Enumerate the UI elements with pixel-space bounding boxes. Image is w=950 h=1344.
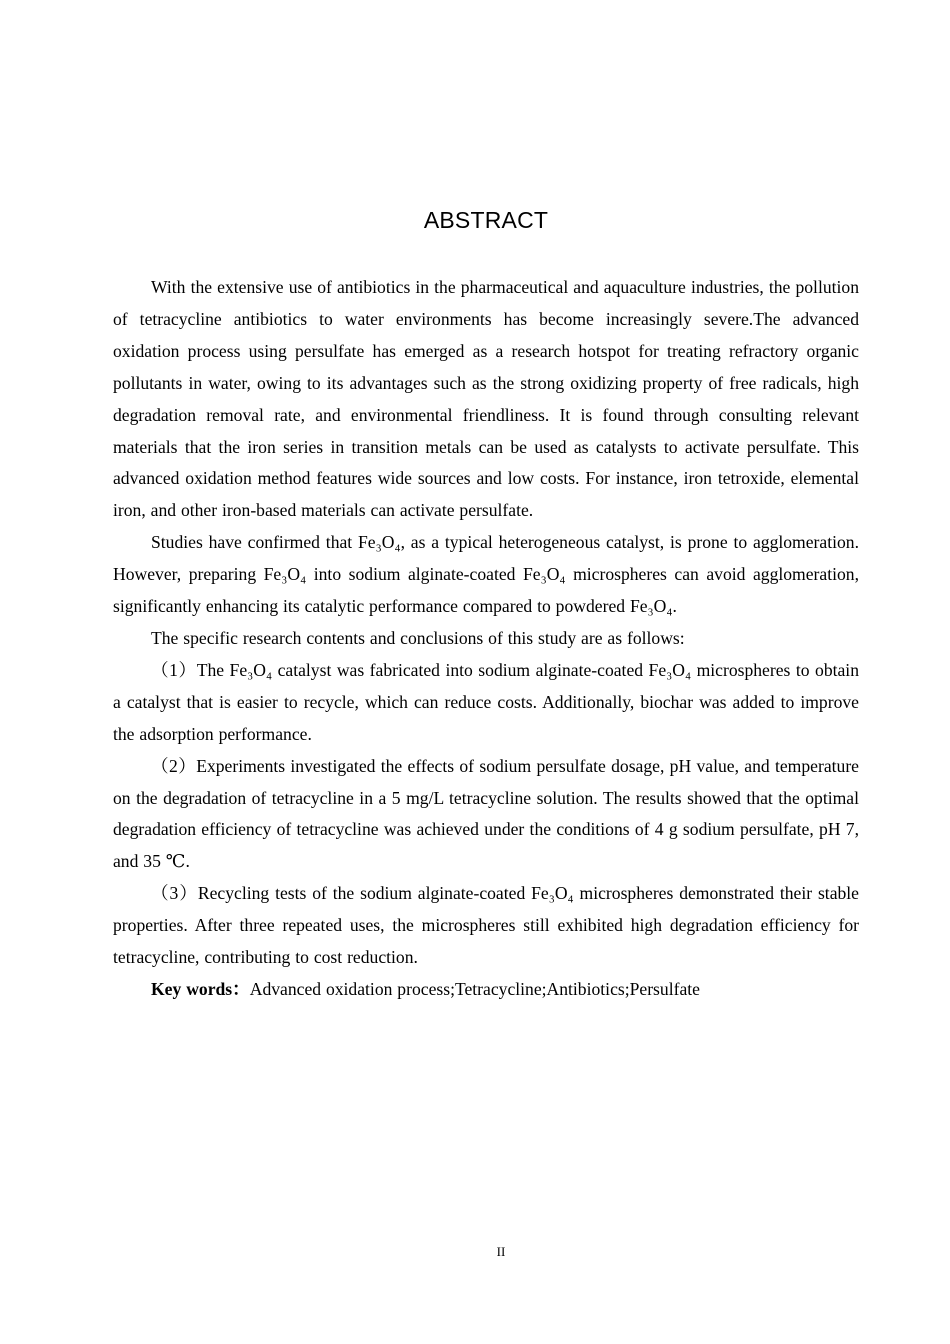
keywords-line [113, 974, 859, 1006]
abstract-paragraph-2: Studies have confirmed that Fe₃O₄, as a typical heterogeneous catalyst, is prone to agglomeration. However, preparing Fe₃O₄ into sodium alginate-coated Fe₃O₄ microspheres can avoid agglomeration, significantly enhancing its catalytic performance compared to powdered Fe₃O₄. [113, 532, 859, 617]
abstract-title: ABSTRACT [423, 207, 549, 233]
abstract-paragraph-1: With the extensive use of antibiotics in the pharmaceutical and aquaculture industries, the pollution of tetracycline antibiotics to water environments has become increasingly severe.The advanced oxidation process using persulfate has emerged as a research hotspot for treating refractory organic pollutants in water, owing to its advantages such as the strong oxidizing property of free radicals, high degradation removal rate, and environmental friendliness. It is found through consulting relevant materials that the iron series in transition metals can be used as catalysts to activate persulfate. This advanced oxidation method features wide sources and low costs. For instance, iron tetroxide, elemental iron, and other iron-based materials can activate persulfate. [113, 277, 859, 521]
abstract-paragraph-3: The specific research contents and conclusions of this study are as follows: [151, 627, 685, 648]
keywords-label: Key words： [151, 978, 250, 999]
abstract-paragraph-6: （3）Recycling tests of the sodium alginate-coated Fe₃O₄ microspheres demonstrated their stable properties. After three repeated uses, the microspheres still exhibited high degradation efficiency for tetracycline, contributing to cost reduction. [113, 883, 859, 968]
abstract-body [113, 272, 859, 1006]
page-number: II [496, 1244, 506, 1259]
abstract-paragraph-4: （1）The Fe₃O₄ catalyst was fabricated into sodium alginate-coated Fe₃O₄ microspheres to obtain a catalyst that is easier to recycle, which can reduce costs. Additionally, biochar was added to improve the adsorption performance. [113, 659, 859, 744]
abstract-paragraph-5: （2）Experiments investigated the effects of sodium persulfate dosage, pH value, and temperature on the degradation of tetracycline in a 5 mg/L tetracycline solution. The results showed that the optimal degradation efficiency of tetracycline was achieved under the conditions of 4 g sodium persulfate, pH 7, and 35 ℃. [113, 755, 859, 872]
keywords-value: Advanced oxidation process;Tetracycline;Antibiotics;Persulfate [249, 978, 700, 999]
